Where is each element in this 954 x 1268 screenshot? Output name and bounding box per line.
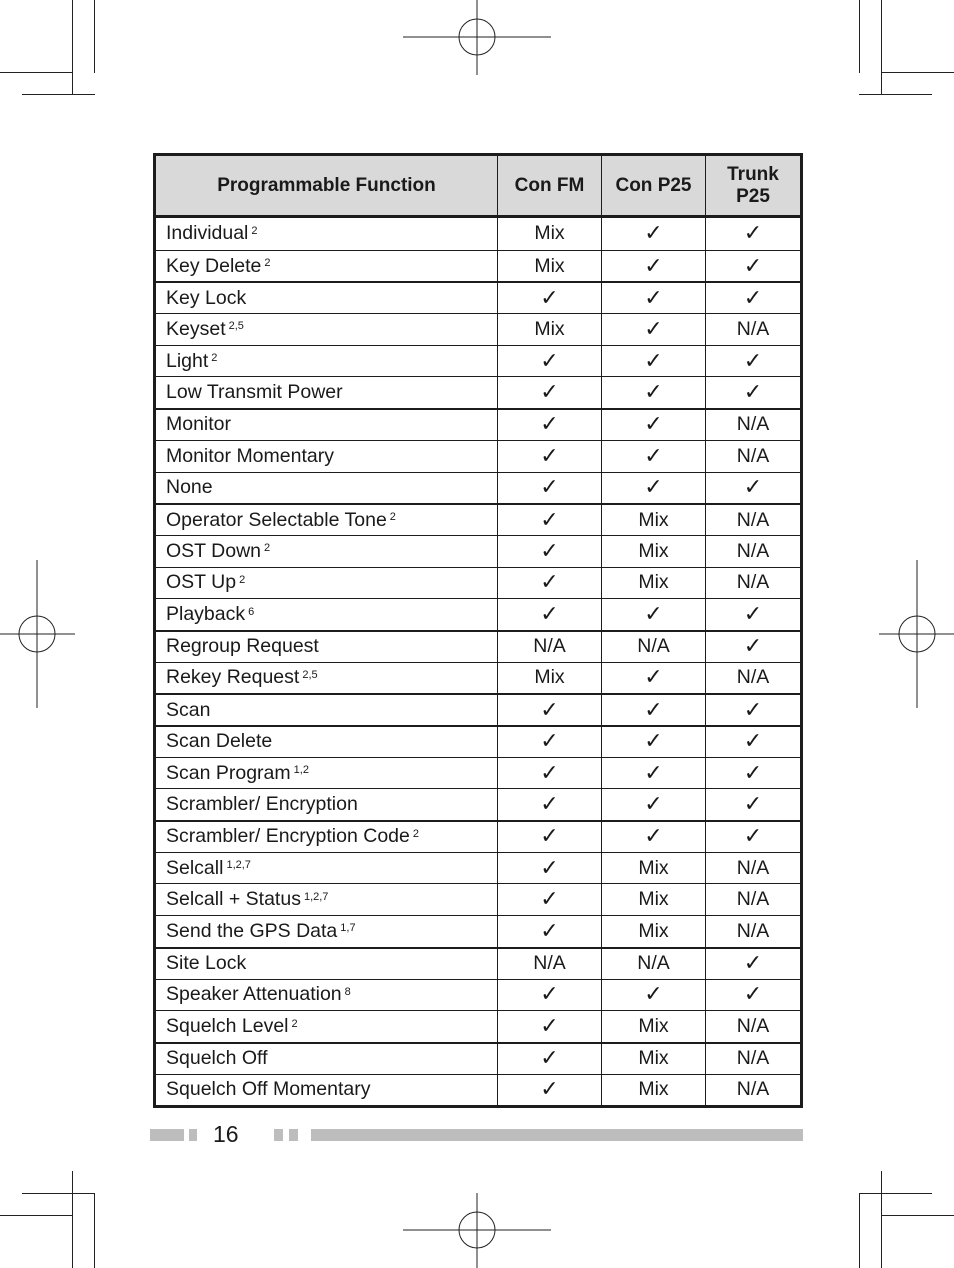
footnote-ref: 2 (412, 827, 419, 840)
check-icon-trunk-p25: ✓ (705, 346, 800, 377)
function-name: None (166, 476, 213, 499)
table-row (156, 345, 800, 377)
check-icon-con-fm: ✓ (497, 505, 601, 535)
function-name: OST Down (166, 539, 262, 562)
check-icon-con-p25: ✓ (601, 599, 705, 630)
function-name-cell (156, 663, 497, 694)
programmable-function-table (153, 153, 803, 1108)
function-name-cell (156, 377, 497, 408)
table-row (156, 440, 800, 472)
function-name: Send the GPS Data (166, 919, 338, 942)
check-icon-con-p25: ✓ (601, 314, 705, 345)
footnote-ref: 2 (251, 224, 258, 237)
footer-bar-dot (289, 1129, 298, 1141)
check-icon-con-p25: ✓ (601, 758, 705, 789)
registration-mark-bottom (403, 1193, 551, 1268)
table-row (156, 598, 800, 630)
support-value-trunk-p25: N/A (705, 853, 800, 884)
function-name: Squelch Level (166, 1015, 289, 1038)
check-icon-con-fm: ✓ (497, 346, 601, 377)
check-icon-con-p25: ✓ (601, 410, 705, 440)
support-value-con-fm: Mix (497, 218, 601, 250)
function-name-cell (156, 346, 497, 377)
check-icon-con-p25: ✓ (601, 251, 705, 282)
footnote-ref: 2 (264, 257, 271, 270)
check-icon-con-fm: ✓ (497, 599, 601, 630)
footnote-ref: 2,5 (228, 320, 244, 333)
function-name-cell (156, 789, 497, 820)
crop-mark (0, 72, 73, 73)
support-value-con-p25: N/A (601, 949, 705, 979)
support-value-trunk-p25: N/A (705, 663, 800, 694)
function-name-cell (156, 505, 497, 535)
support-value-con-p25: Mix (601, 916, 705, 947)
support-value-con-p25: Mix (601, 853, 705, 884)
column-header-function: Programmable Function (217, 174, 436, 196)
check-icon-trunk-p25: ✓ (705, 758, 800, 789)
check-icon-trunk-p25: ✓ (705, 632, 800, 662)
function-name-cell (156, 853, 497, 884)
function-name-cell (156, 251, 497, 282)
check-icon-con-fm: ✓ (497, 1044, 601, 1074)
crop-mark (72, 1171, 73, 1268)
function-name-cell (156, 283, 497, 313)
crop-mark (94, 0, 95, 73)
support-value-trunk-p25: N/A (705, 441, 800, 472)
function-name: Scrambler/ Encryption Code (166, 825, 410, 848)
table-row (156, 947, 800, 979)
check-icon-trunk-p25: ✓ (705, 473, 800, 504)
function-name-cell (156, 758, 497, 789)
check-icon-trunk-p25: ✓ (705, 218, 800, 250)
footer-bar-right (311, 1129, 803, 1141)
table-header (156, 156, 800, 218)
crop-mark (72, 0, 73, 95)
support-value-con-fm: Mix (497, 663, 601, 694)
function-name-cell (156, 632, 497, 662)
check-icon-trunk-p25: ✓ (705, 251, 800, 282)
crop-mark (22, 94, 95, 95)
support-value-trunk-p25: N/A (705, 568, 800, 599)
function-name-cell (156, 1044, 497, 1074)
table-row (156, 693, 800, 725)
check-icon-con-fm: ✓ (497, 283, 601, 313)
crop-mark (859, 1193, 860, 1268)
check-icon-con-fm: ✓ (497, 1075, 601, 1106)
check-icon-con-fm: ✓ (497, 568, 601, 599)
footnote-ref: 2 (389, 511, 396, 524)
table-row (156, 630, 800, 662)
check-icon-trunk-p25: ✓ (705, 283, 800, 313)
support-value-trunk-p25: N/A (705, 1075, 800, 1106)
footnote-ref: 1,2 (293, 764, 309, 777)
support-value-con-p25: Mix (601, 1044, 705, 1074)
crop-mark (881, 1171, 882, 1268)
support-value-con-p25: Mix (601, 505, 705, 535)
check-icon-con-p25: ✓ (601, 473, 705, 504)
check-icon-con-p25: ✓ (601, 822, 705, 852)
table-row (156, 852, 800, 884)
check-icon-con-p25: ✓ (601, 980, 705, 1011)
support-value-con-fm: N/A (497, 632, 601, 662)
function-name-cell (156, 410, 497, 440)
check-icon-con-fm: ✓ (497, 441, 601, 472)
support-value-trunk-p25: N/A (705, 505, 800, 535)
function-name-cell (156, 1075, 497, 1106)
footnote-ref: 2 (291, 1017, 298, 1030)
check-icon-con-fm: ✓ (497, 410, 601, 440)
check-icon-con-p25: ✓ (601, 377, 705, 408)
table-row (156, 757, 800, 789)
check-icon-trunk-p25: ✓ (705, 949, 800, 979)
table-row (156, 725, 800, 757)
crop-mark (881, 1215, 954, 1216)
registration-mark-left (0, 560, 75, 708)
check-icon-con-fm: ✓ (497, 916, 601, 947)
check-icon-con-p25: ✓ (601, 727, 705, 757)
function-name: Selcall (166, 856, 224, 879)
check-icon-trunk-p25: ✓ (705, 980, 800, 1011)
table-row (156, 250, 800, 282)
footnote-ref: 2 (264, 542, 271, 555)
support-value-trunk-p25: N/A (705, 410, 800, 440)
footnote-ref: 8 (344, 985, 351, 998)
support-value-trunk-p25: N/A (705, 314, 800, 345)
support-value-trunk-p25: N/A (705, 1011, 800, 1042)
table-row (156, 915, 800, 947)
footnote-ref: 2,5 (302, 668, 318, 681)
support-value-con-p25: Mix (601, 884, 705, 915)
function-name: Site Lock (166, 952, 247, 975)
check-icon-trunk-p25: ✓ (705, 695, 800, 725)
support-value-con-p25: Mix (601, 536, 705, 567)
table-row (156, 313, 800, 345)
function-name-cell (156, 441, 497, 472)
check-icon-con-fm: ✓ (497, 853, 601, 884)
function-name: Low Transmit Power (166, 381, 343, 404)
function-name-cell (156, 822, 497, 852)
page-number: 16 (213, 1121, 239, 1147)
support-value-con-fm: N/A (497, 949, 601, 979)
function-name: Regroup Request (166, 635, 319, 658)
check-icon-con-p25: ✓ (601, 789, 705, 820)
function-name: Scan Program (166, 761, 291, 784)
function-name-cell (156, 949, 497, 979)
function-name-cell (156, 884, 497, 915)
function-name-cell (156, 314, 497, 345)
column-header-trunk-p25: Trunk P25 (705, 156, 800, 215)
function-name-cell (156, 1011, 497, 1042)
function-name-cell (156, 473, 497, 504)
check-icon-con-fm: ✓ (497, 695, 601, 725)
function-name: Playback (166, 603, 246, 626)
function-name: Speaker Attenuation (166, 983, 342, 1006)
registration-mark-right (879, 560, 954, 708)
table-row (156, 662, 800, 694)
function-name-cell (156, 980, 497, 1011)
support-value-trunk-p25: N/A (705, 884, 800, 915)
support-value-con-p25: Mix (601, 1075, 705, 1106)
crop-mark (859, 0, 860, 73)
function-name-cell (156, 568, 497, 599)
check-icon-trunk-p25: ✓ (705, 599, 800, 630)
table-row (156, 408, 800, 440)
check-icon-con-p25: ✓ (601, 283, 705, 313)
footnote-ref: 1,7 (340, 922, 356, 935)
crop-mark (0, 1215, 73, 1216)
function-name: Key Delete (166, 254, 262, 277)
table-row (156, 1042, 800, 1074)
table-row (156, 503, 800, 535)
registration-mark-top (403, 0, 551, 75)
support-value-con-fm: Mix (497, 314, 601, 345)
table-row (156, 535, 800, 567)
footnote-ref: 6 (248, 605, 255, 618)
crop-mark (22, 1193, 95, 1194)
function-name-cell (156, 695, 497, 725)
check-icon-con-fm: ✓ (497, 758, 601, 789)
support-value-con-p25: Mix (601, 1011, 705, 1042)
check-icon-trunk-p25: ✓ (705, 727, 800, 757)
footer-bar-dot (274, 1129, 283, 1141)
crop-mark (881, 0, 882, 95)
function-name-cell (156, 916, 497, 947)
check-icon-con-p25: ✓ (601, 663, 705, 694)
table-row (156, 820, 800, 852)
column-header-con-p25: Con P25 (601, 156, 705, 215)
function-name: Operator Selectable Tone (166, 508, 387, 531)
function-name: Squelch Off Momentary (166, 1078, 371, 1101)
check-icon-trunk-p25: ✓ (705, 822, 800, 852)
footnote-ref: 1,2,7 (226, 859, 251, 872)
crop-mark (881, 72, 954, 73)
function-name: Light (166, 349, 209, 372)
check-icon-con-fm: ✓ (497, 789, 601, 820)
table-row (156, 281, 800, 313)
check-icon-con-fm: ✓ (497, 884, 601, 915)
column-header-con-fm: Con FM (497, 156, 601, 215)
check-icon-con-fm: ✓ (497, 377, 601, 408)
function-name-cell (156, 727, 497, 757)
crop-mark (859, 1193, 932, 1194)
table-row (156, 376, 800, 408)
check-icon-con-fm: ✓ (497, 980, 601, 1011)
footer-bar-left-small (189, 1129, 197, 1141)
footnote-ref: 2 (239, 573, 246, 586)
support-value-con-p25: Mix (601, 568, 705, 599)
check-icon-con-fm: ✓ (497, 727, 601, 757)
function-name-cell (156, 218, 497, 250)
table-row (156, 472, 800, 504)
check-icon-trunk-p25: ✓ (705, 789, 800, 820)
function-name: Key Lock (166, 286, 247, 309)
table-row (156, 788, 800, 820)
table-row (156, 883, 800, 915)
function-name: OST Up (166, 571, 237, 594)
table-row (156, 1074, 800, 1106)
check-icon-con-fm: ✓ (497, 822, 601, 852)
crop-mark (94, 1193, 95, 1268)
function-name: Scan Delete (166, 730, 273, 753)
support-value-con-p25: N/A (601, 632, 705, 662)
check-icon-con-fm: ✓ (497, 473, 601, 504)
support-value-trunk-p25: N/A (705, 916, 800, 947)
function-name: Scan (166, 698, 211, 721)
function-name: Rekey Request (166, 666, 300, 689)
function-name-cell (156, 536, 497, 567)
check-icon-con-p25: ✓ (601, 346, 705, 377)
support-value-trunk-p25: N/A (705, 1044, 800, 1074)
function-name: Keyset (166, 317, 226, 340)
footnote-ref: 2 (211, 352, 218, 365)
function-name: Monitor (166, 413, 232, 436)
support-value-trunk-p25: N/A (705, 536, 800, 567)
function-name: Selcall + Status (166, 888, 301, 911)
check-icon-con-p25: ✓ (601, 695, 705, 725)
footer-bar-left (150, 1129, 184, 1141)
function-name: Squelch Off (166, 1047, 268, 1070)
table-row (156, 567, 800, 599)
check-icon-con-p25: ✓ (601, 441, 705, 472)
function-name: Monitor Momentary (166, 444, 334, 467)
function-name: Individual (166, 222, 249, 245)
check-icon-trunk-p25: ✓ (705, 377, 800, 408)
function-name: Scrambler/ Encryption (166, 793, 358, 816)
table-row (156, 1010, 800, 1042)
support-value-con-fm: Mix (497, 251, 601, 282)
check-icon-con-fm: ✓ (497, 1011, 601, 1042)
crop-mark (859, 94, 932, 95)
table-row (156, 218, 800, 250)
function-name-cell (156, 599, 497, 630)
footnote-ref: 1,2,7 (303, 890, 329, 903)
check-icon-con-p25: ✓ (601, 218, 705, 250)
table-row (156, 979, 800, 1011)
check-icon-con-fm: ✓ (497, 536, 601, 567)
table-body (156, 218, 800, 1105)
